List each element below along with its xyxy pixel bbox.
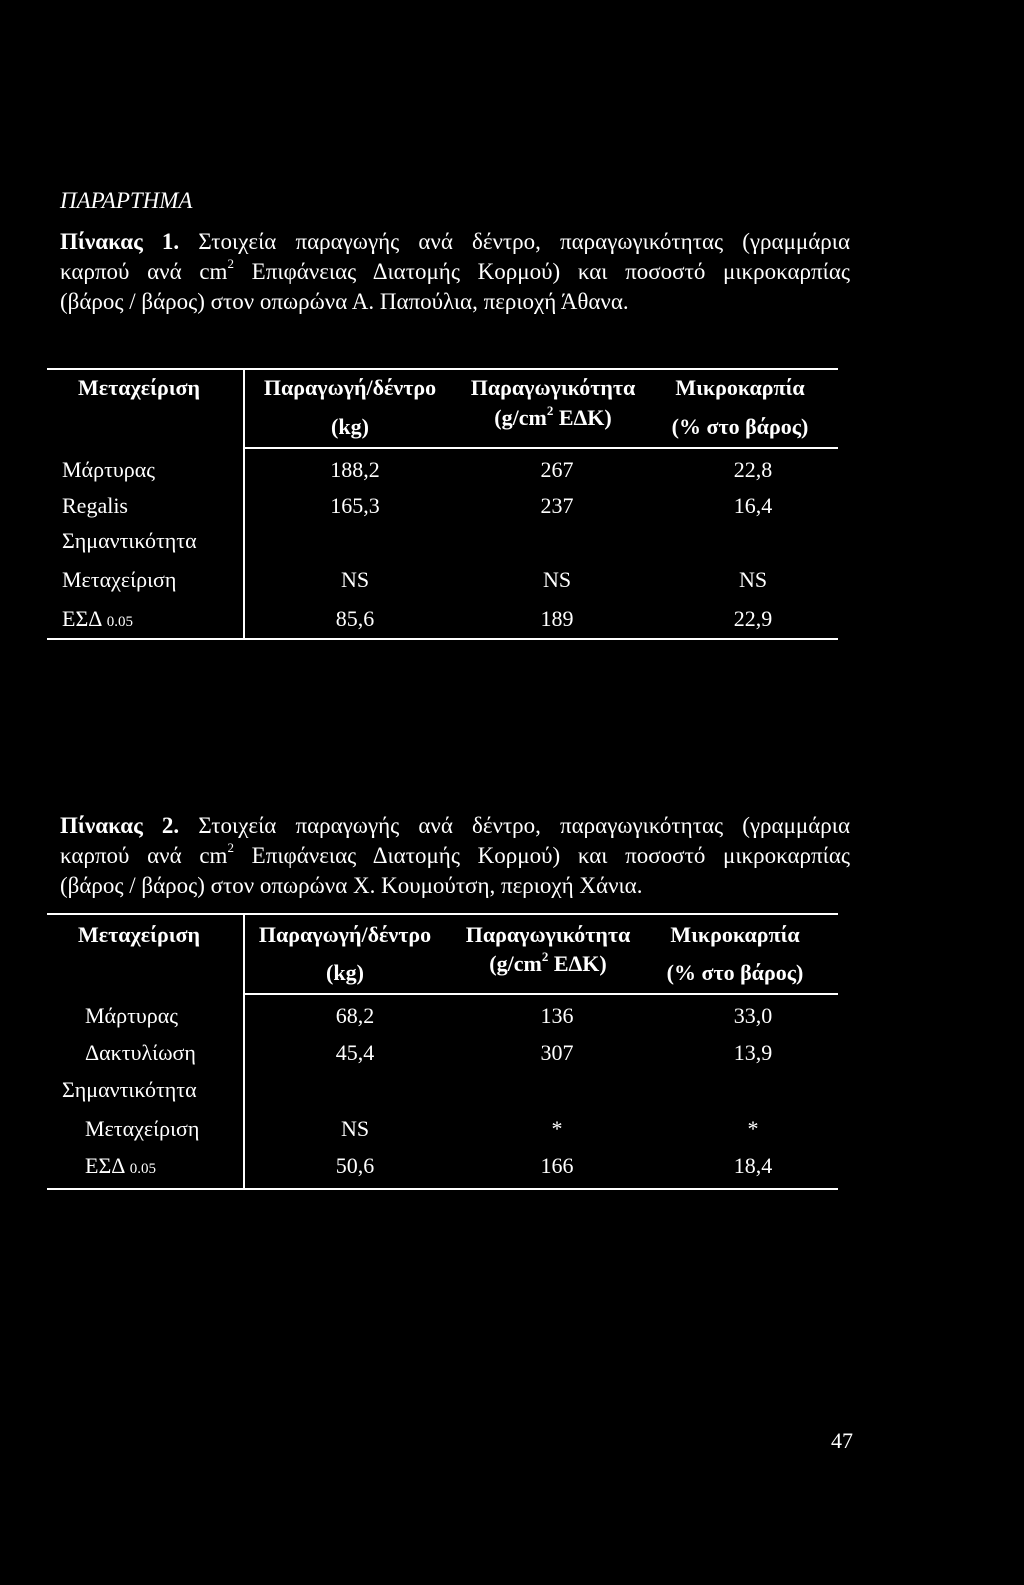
table2-lsd-smallfruit: 18,4 bbox=[733, 1153, 773, 1178]
table1-caption-label: Πίνακας 1. bbox=[60, 229, 180, 254]
table2-header-rule bbox=[243, 993, 838, 995]
table2-header-smallfruit: Μικροκαρπία bbox=[670, 922, 800, 947]
table1-header-treatment: Μεταχείριση bbox=[77, 375, 201, 400]
table1-significance-productivity: NS bbox=[542, 567, 572, 592]
table1-header-smallfruit-unit: (% στο βάρος) bbox=[671, 414, 809, 439]
table1-caption-text-2a: καρπού ανά cm bbox=[60, 259, 228, 284]
table1-caption-text-2b: Επιφάνειας Διατομής Κορμού) και ποσοστό μικροκαρπίας bbox=[251, 259, 850, 284]
table1-top-rule bbox=[47, 368, 838, 370]
table1-significance-smallfruit: NS bbox=[738, 567, 768, 592]
table1-caption-text-3: (βάρος / βάρος) στον οπωρώνα Α. Παπούλια, περιοχή Άθανα. bbox=[60, 289, 629, 314]
table2-row1-yield: 68,2 bbox=[335, 1003, 375, 1028]
table2-caption bbox=[60, 811, 850, 901]
table2-row1-productivity: 136 bbox=[540, 1003, 574, 1028]
table2-row1-smallfruit: 33,0 bbox=[733, 1003, 773, 1028]
table1-significance-row-label: Μεταχείριση bbox=[62, 567, 177, 592]
table1-lsd-label-text: ΕΣΔ bbox=[62, 606, 102, 631]
table1-header-productivity-unit bbox=[453, 402, 653, 431]
table2-vertical-rule bbox=[243, 915, 245, 1190]
table2-significance-row-label: Μεταχείριση bbox=[85, 1116, 200, 1141]
table1-vertical-rule bbox=[243, 370, 245, 640]
table2-row2-productivity: 307 bbox=[540, 1040, 574, 1065]
table2-significance-label: Σημαντικότητα bbox=[62, 1077, 197, 1102]
table1-header-productivity-unit-b: ΕΔΚ) bbox=[558, 405, 612, 430]
table2-header-smallfruit-unit: (% στο βάρος) bbox=[666, 960, 804, 985]
table2-lsd-label bbox=[85, 1153, 156, 1179]
table2-bottom-rule bbox=[47, 1188, 838, 1190]
table1-lsd-label-sub: 0.05 bbox=[106, 614, 133, 630]
table2-row2-yield: 45,4 bbox=[335, 1040, 375, 1065]
table1-row2-label: Regalis bbox=[62, 493, 128, 518]
table1-header-smallfruit: Μικροκαρπία bbox=[675, 375, 805, 400]
table1-lsd-smallfruit: 22,9 bbox=[733, 606, 773, 631]
table2-header-productivity-unit-b: ΕΔΚ) bbox=[553, 951, 607, 976]
table1-bottom-rule bbox=[47, 638, 838, 640]
table2-caption-label: Πίνακας 2. bbox=[60, 813, 180, 838]
table2-header-yield-unit: (kg) bbox=[326, 960, 364, 985]
table1-lsd-yield: 85,6 bbox=[335, 606, 375, 631]
table1-header-yield-unit: (kg) bbox=[331, 414, 369, 439]
table2-row2-smallfruit: 13,9 bbox=[733, 1040, 773, 1065]
table2-significance-smallfruit: * bbox=[747, 1116, 759, 1141]
table2-header-productivity: Παραγωγικότητα bbox=[465, 922, 631, 947]
table1-significance-yield: NS bbox=[340, 567, 370, 592]
appendix-heading: ΠΑΡΑΡΤΗΜΑ bbox=[60, 188, 193, 213]
table2-header-productivity-unit bbox=[448, 948, 648, 977]
page-number: 47 bbox=[831, 1428, 853, 1453]
table2-caption-text-1: Στοιχεία παραγωγής ανά δέντρο, παραγωγικότητας (γραμμάρια bbox=[198, 813, 851, 838]
table2-row2-label: Δακτυλίωση bbox=[85, 1040, 196, 1065]
table2-caption-sup: 2 bbox=[227, 840, 234, 856]
table2-lsd-label-sub: 0.05 bbox=[129, 1161, 156, 1177]
table2-header-productivity-unit-a: (g/cm bbox=[489, 951, 542, 976]
table1-caption-sup: 2 bbox=[227, 256, 234, 272]
table1-lsd-label bbox=[62, 606, 133, 632]
table1-caption bbox=[60, 227, 850, 317]
table2-row1-label: Μάρτυρας bbox=[85, 1003, 179, 1028]
table2-lsd-label-text: ΕΣΔ bbox=[85, 1153, 125, 1178]
table2-caption-text-3: (βάρος / βάρος) στον οπωρώνα Χ. Κουμούτση, περιοχή Χάνια. bbox=[60, 873, 643, 898]
table1-row2-productivity: 237 bbox=[540, 493, 574, 518]
table1-header-yield: Παραγωγή/δέντρο bbox=[263, 375, 437, 400]
table2-lsd-yield: 50,6 bbox=[335, 1153, 375, 1178]
table2-significance-yield: NS bbox=[340, 1116, 370, 1141]
table1-lsd-productivity: 189 bbox=[540, 606, 574, 631]
table1-header-productivity: Παραγωγικότητα bbox=[470, 375, 636, 400]
table2-caption-text-2b: Επιφάνειας Διατομής Κορμού) και ποσοστό μικροκαρπίας bbox=[251, 843, 850, 868]
table1-header-productivity-sup: 2 bbox=[546, 402, 554, 418]
table2-significance-productivity: * bbox=[551, 1116, 563, 1141]
table1-caption-text-1: Στοιχεία παραγωγής ανά δέντρο, παραγωγικότητας (γραμμάρια bbox=[198, 229, 851, 254]
table1-significance-label: Σημαντικότητα bbox=[62, 528, 197, 553]
table1-row2-yield: 165,3 bbox=[330, 493, 380, 518]
table1-row1-yield: 188,2 bbox=[330, 457, 380, 482]
table2-lsd-productivity: 166 bbox=[540, 1153, 574, 1178]
table1-row2-smallfruit: 16,4 bbox=[733, 493, 773, 518]
table2-top-rule bbox=[47, 913, 838, 915]
table1-header-rule bbox=[243, 447, 838, 449]
table2-header-treatment: Μεταχείριση bbox=[77, 922, 201, 947]
table1-row1-smallfruit: 22,8 bbox=[733, 457, 773, 482]
table2-header-yield: Παραγωγή/δέντρο bbox=[258, 922, 432, 947]
table1-row1-productivity: 267 bbox=[540, 457, 574, 482]
table1-row1-label: Μάρτυρας bbox=[62, 457, 156, 482]
table2-header-productivity-sup: 2 bbox=[541, 948, 549, 964]
table1-header-productivity-unit-a: (g/cm bbox=[494, 405, 547, 430]
table2-caption-text-2a: καρπού ανά cm bbox=[60, 843, 228, 868]
